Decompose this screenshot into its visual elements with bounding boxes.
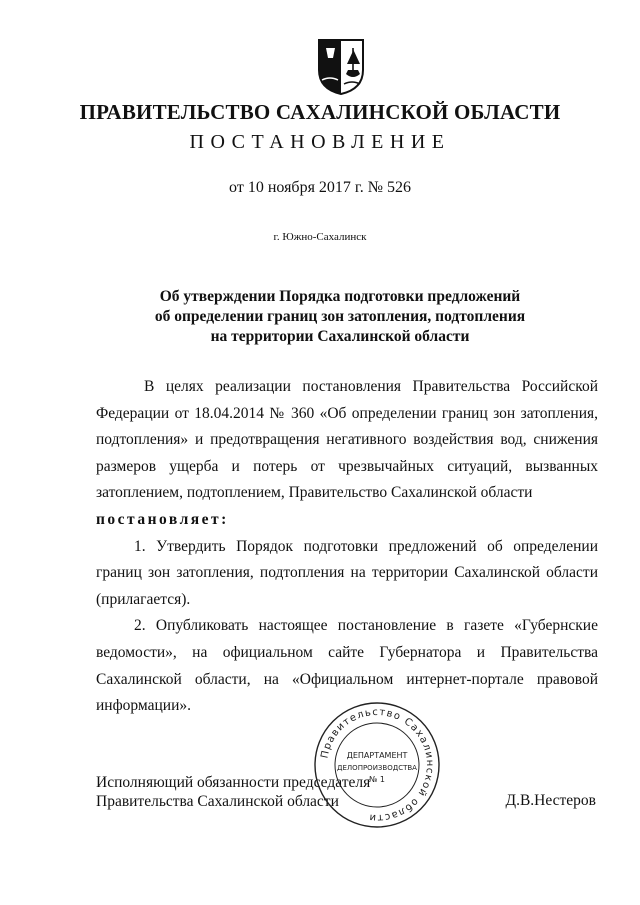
coat-of-arms-icon (316, 34, 366, 96)
signatory-position (96, 773, 370, 811)
document-body (96, 374, 598, 720)
heading-line: Об утверждении Порядка подготовки предложений (159, 288, 521, 305)
government-title: ПРАВИТЕЛЬСТВО САХАЛИНСКОЙ ОБЛАСТИ (79, 100, 561, 124)
stamp-center-line: ДЕЛОПРОИЗВОДСТВА (337, 764, 417, 772)
heading-line: на территории Сахалинской области (210, 328, 470, 345)
signatory-name: Д.В.Нестеров (505, 792, 596, 809)
stamp-center-line: № 1 (369, 775, 385, 784)
decree-word: постановляет: (96, 510, 229, 528)
document-city: г. Южно-Сахалинск (273, 231, 367, 243)
decree-item-1: 1. Утвердить Порядок подготовки предложений об определении границ зон затопления, подтопления на территории Сахалинской области (прилагается). (96, 537, 598, 608)
stamp-ring-text: Правительство Сахалинской области (319, 706, 436, 824)
heading-line: об определении границ зон затопления, подтопления (154, 308, 526, 325)
signatory-position-line: Правительства Сахалинской области (96, 793, 339, 810)
preamble-paragraph: В целях реализации постановления Правительства Российской Федерации от 18.04.2014 № 360 «Об определении границ зон затопления, подтопления» и предотвращения негативного воздействия вод, снижения размеров ущерба и потерь от чрезвычайных ситуаций, вызванных затоплением, подтоплением, Правительство Сахалинской области (96, 378, 598, 502)
document-date-number: от 10 ноября 2017 г. № 526 (229, 179, 411, 196)
signatory-position-line: Исполняющий обязанности председателя (96, 774, 371, 791)
stamp-center-line: ДЕПАРТАМЕНТ (346, 751, 408, 760)
document-type: ПОСТАНОВЛЕНИЕ (189, 131, 451, 153)
document-heading (120, 287, 560, 347)
decree-item-2: 2. Опубликовать настоящее постановление в газете «Губернские ведомости», на официальном сайте Губернатора и Правительства Сахалинской области, на «Официальном интернет-портале правовой информации». (96, 617, 598, 715)
